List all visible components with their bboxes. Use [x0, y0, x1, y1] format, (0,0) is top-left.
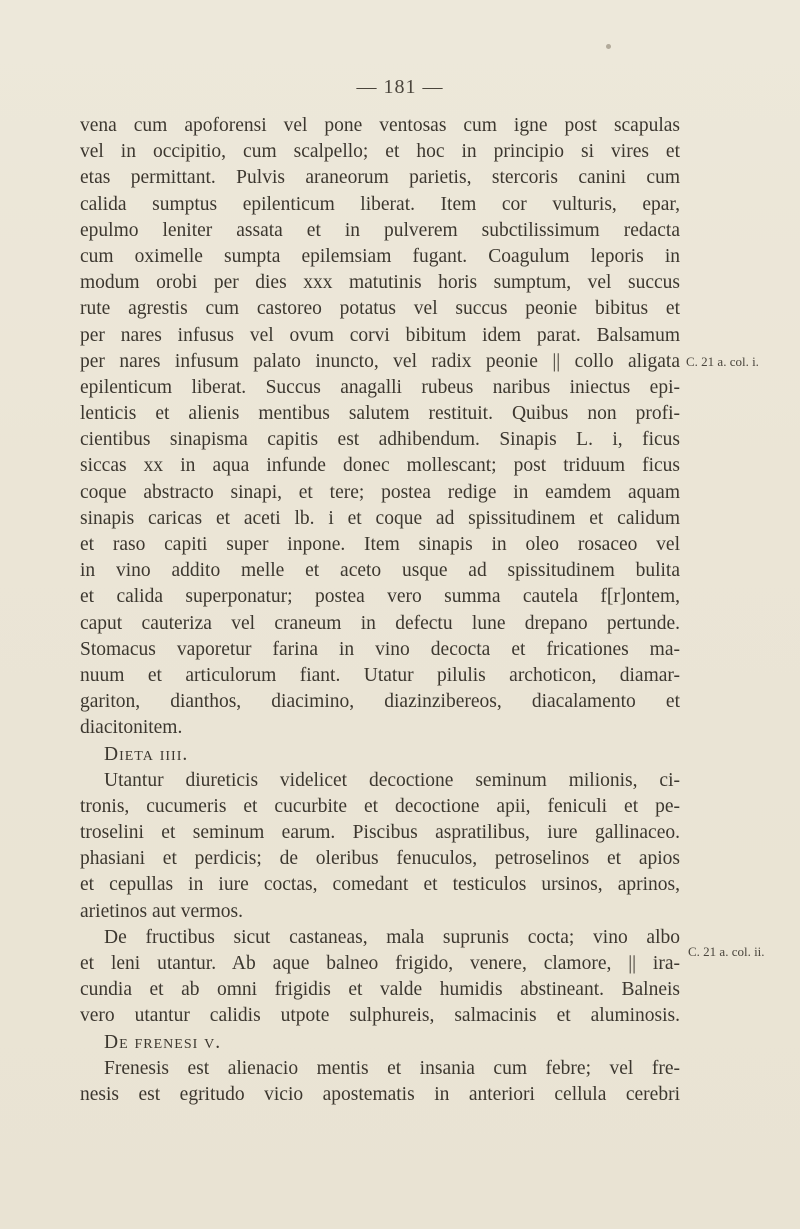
text-line: cundia et ab omni frigidis et valde humidis abstineant. Balneis [80, 979, 680, 1001]
text-line: epulmo leniter assata et in pulverem subctilissimum redacta [80, 219, 680, 241]
text-line: tronis, cucumeris et cucurbite et decoctione apii, feniculi et pe- [80, 795, 680, 817]
text-line: et raso capiti super inpone. Item sinapis in oleo rosaceo vel [80, 534, 680, 555]
text-line: per nares infusum palato inuncto, vel radix peonie || collo aligata [80, 350, 680, 372]
text-line: arietinos aut vermos. [80, 900, 243, 922]
text-line: diacitonitem. [80, 717, 183, 739]
text-line: gariton, dianthos, diacimino, diazinzibereos, diacalamento et [80, 691, 680, 713]
text-line: phasiani et perdicis; de oleribus fenuculos, petroselinos et apios [80, 848, 680, 870]
text-line: vel in occipitio, cum scalpello; et hoc in principio si vires et [80, 141, 680, 163]
text-line: cum oximelle sumpta epilemsiam fugant. Coagulum leporis in [80, 245, 680, 267]
text-line: etas permittant. Pulvis araneorum parietis, stercoris canini cum [80, 167, 680, 189]
text-line: coque abstracto sinapi, et tere; postea redige in eamdem aquam [80, 481, 680, 503]
text-line: Frenesis est alienacio mentis et insania cum febre; vel fre- [104, 1057, 680, 1079]
text-line: modum orobi per dies xxx matutinis horis sumptum, vel succus [80, 272, 680, 294]
section-heading: Dieta iiii. [104, 743, 189, 765]
text-line: nesis est egritudo vicio apostematis in anteriori cellula cerebri [80, 1083, 680, 1105]
margin-note: C. 21 a. col. ii. [688, 944, 765, 959]
text-line: calida sumptus epilenticum liberat. Item cor vulturis, epar, [80, 193, 680, 215]
text-line: Utantur diureticis videlicet decoctione seminum milionis, ci- [104, 769, 680, 791]
text-line: in vino addito melle et aceto usque ad spissitudinem bulita [80, 560, 680, 582]
text-line: vero utantur calidis utpote sulphureis, salmacinis et aluminosis. [80, 1005, 680, 1027]
text-line: et cepullas in iure coctas, comedant et testiculos ursinos, aprinos, [80, 874, 680, 896]
text-line: rute agrestis cum castoreo potatus vel succus peonie bibitus et [80, 298, 680, 320]
section-heading: De frenesi v. [104, 1031, 222, 1053]
text-line: Stomacus vaporetur farina in vino decocta et fricationes ma- [80, 638, 680, 660]
text-body [80, 113, 680, 1108]
text-line: per nares infusus vel ovum corvi bibitum idem parat. Balsamum [80, 324, 680, 346]
text-line: caput cauteriza vel craneum in defectu lune drepano pertunde. [80, 612, 680, 634]
text-line: nuum et articulorum fiant. Utatur pilulis archoticon, diamar- [80, 664, 680, 686]
text-line: cientibus sinapisma capitis est adhibendum. Sinapis L. i, ficus [80, 429, 680, 451]
page-number: — 181 — [356, 76, 444, 98]
text-line: et leni utantur. Ab aque balneo frigido, venere, clamore, || ira- [80, 953, 680, 974]
text-line: De fructibus sicut castaneas, mala suprunis cocta; vino albo [104, 926, 680, 948]
margin-note: C. 21 a. col. i. [686, 354, 759, 369]
text-line: vena cum apoforensi vel pone ventosas cum igne post scapulas [80, 115, 680, 136]
text-line: et calida superponatur; postea vero summa cautela f[r]ontem, [80, 586, 680, 608]
text-line: epilenticum liberat. Succus anagalli rubeus naribus iniectus epi- [80, 376, 680, 398]
text-line: lenticis et alienis mentibus salutem restituit. Quibus non profi- [80, 403, 680, 425]
text-line: siccas xx in aqua infunde donec mollescant; post triduum ficus [80, 455, 680, 477]
text-line: troselini et seminum earum. Piscibus aspratilibus, iure gallinaceo. [80, 822, 680, 844]
text-line: sinapis caricas et aceti lb. i et coque ad spissitudinem et calidum [80, 507, 680, 529]
ink-speck [606, 44, 611, 49]
